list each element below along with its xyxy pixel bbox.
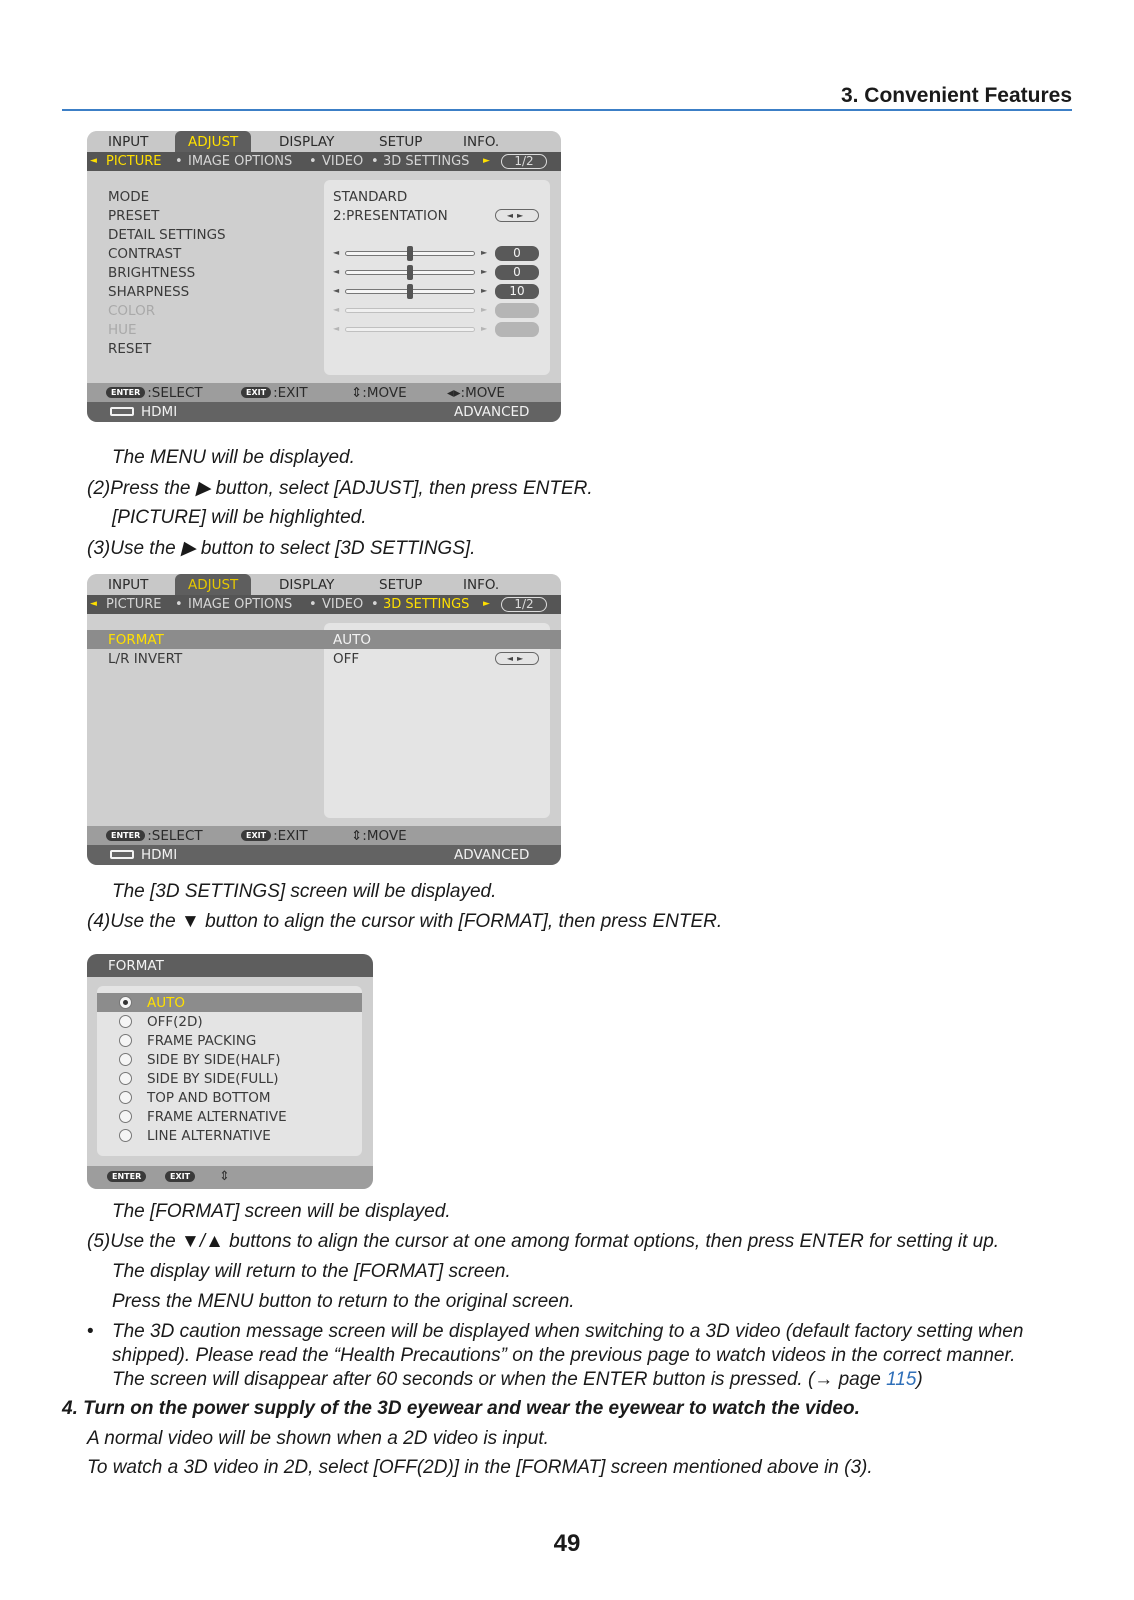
enter-key-hint bbox=[106, 828, 203, 844]
option-side-by-side-full[interactable] bbox=[97, 1069, 362, 1088]
page-link[interactable]: 115 bbox=[886, 1369, 917, 1390]
menu-row-hue bbox=[87, 320, 561, 339]
separator-dot: • bbox=[309, 154, 317, 169]
tab-setup[interactable]: SETUP bbox=[379, 577, 423, 593]
body-text: A normal video will be shown when a 2D video is input. bbox=[87, 1428, 549, 1449]
row-label: FORMAT bbox=[108, 632, 164, 648]
caution-line: shipped). Please read the “Health Precautions” on the previous page to watch videos in the correct manner. bbox=[112, 1345, 1016, 1366]
key-guide bbox=[87, 383, 561, 402]
subtab-3d-settings[interactable]: 3D SETTINGS bbox=[383, 154, 470, 169]
exit-key-icon: EXIT bbox=[241, 387, 271, 398]
status-bar bbox=[87, 845, 561, 865]
move-horizontal-hint: ◂▸:MOVE bbox=[447, 385, 505, 401]
menu-body bbox=[87, 614, 561, 826]
menu-tabs bbox=[87, 574, 561, 595]
caption: The MENU will be displayed. bbox=[112, 447, 355, 468]
row-label: CONTRAST bbox=[108, 246, 182, 262]
menu-row-format[interactable] bbox=[87, 630, 561, 649]
option-label: SIDE BY SIDE(HALF) bbox=[147, 1052, 281, 1068]
slider-knob[interactable] bbox=[407, 284, 413, 299]
row-label: MODE bbox=[108, 189, 150, 205]
caption: [PICTURE] will be highlighted. bbox=[112, 507, 367, 528]
caption: The display will return to the [FORMAT] screen. bbox=[112, 1261, 511, 1282]
menu-body bbox=[87, 171, 561, 383]
left-arrow-icon: ◄ bbox=[90, 156, 97, 166]
move-vertical-hint: ⇕:MOVE bbox=[351, 385, 407, 401]
radio-selected-icon[interactable] bbox=[119, 996, 132, 1009]
row-label: RESET bbox=[108, 341, 152, 357]
sub-tabs bbox=[87, 152, 561, 171]
source-label: HDMI bbox=[141, 847, 178, 863]
caption: The [3D SETTINGS] screen will be displayed. bbox=[112, 881, 497, 902]
row-label: COLOR bbox=[108, 303, 156, 319]
caution-text: The screen will disappear after 60 seconds or when the ENTER button is pressed. (→ page bbox=[112, 1369, 887, 1390]
hdmi-icon bbox=[110, 407, 134, 416]
menu-row-sharpness[interactable] bbox=[87, 282, 561, 301]
separator-dot: • bbox=[371, 154, 379, 169]
subtab-video[interactable]: VIDEO bbox=[322, 597, 364, 612]
hdmi-icon bbox=[110, 850, 134, 859]
page-indicator: 1/2 bbox=[501, 154, 547, 169]
slider-right-icon: ► bbox=[481, 324, 488, 333]
color-slider bbox=[345, 308, 475, 313]
subtab-video[interactable]: VIDEO bbox=[322, 154, 364, 169]
row-value: AUTO bbox=[333, 632, 371, 648]
body-text: To watch a 3D video in 2D, select [OFF(2D)] in the [FORMAT] screen mentioned above in (3). bbox=[87, 1457, 873, 1478]
caption: Press the MENU button to return to the original screen. bbox=[112, 1291, 575, 1312]
step-4-heading: 4. Turn on the power supply of the 3D eyewear and wear the eyewear to watch the video. bbox=[62, 1398, 860, 1419]
menu-row-color bbox=[87, 301, 561, 320]
exit-key-hint bbox=[241, 385, 308, 401]
page-number: 49 bbox=[553, 1530, 581, 1557]
radio-icon[interactable] bbox=[119, 1110, 132, 1123]
menu-row-contrast[interactable] bbox=[87, 244, 561, 263]
format-options bbox=[97, 986, 362, 1156]
menu-row-mode[interactable] bbox=[87, 187, 561, 206]
slider-right-icon: ► bbox=[481, 286, 488, 295]
value-pill bbox=[495, 322, 539, 337]
menu-row-lr-invert[interactable] bbox=[87, 649, 561, 668]
slider-left-icon: ◄ bbox=[333, 267, 340, 276]
row-label: SHARPNESS bbox=[108, 284, 190, 300]
tab-adjust[interactable]: ADJUST bbox=[175, 131, 251, 152]
caption: The [FORMAT] screen will be displayed. bbox=[112, 1201, 451, 1222]
enter-key-icon: ENTER bbox=[107, 1171, 146, 1182]
radio-icon[interactable] bbox=[119, 1053, 132, 1066]
menu-row-brightness[interactable] bbox=[87, 263, 561, 282]
subtab-picture[interactable]: PICTURE bbox=[106, 597, 162, 612]
menu-mode: ADVANCED bbox=[454, 847, 530, 863]
key-guide bbox=[87, 826, 561, 845]
row-value: 2:PRESENTATION bbox=[333, 208, 448, 224]
format-dialog bbox=[87, 954, 373, 1189]
row-label: DETAIL SETTINGS bbox=[108, 227, 226, 243]
caution-line: The 3D caution message screen will be displayed when switching to a 3D video (default factory setting when bbox=[112, 1321, 1024, 1342]
exit-key-hint bbox=[241, 828, 308, 844]
caution-line bbox=[112, 1369, 923, 1391]
slider-right-icon: ► bbox=[481, 305, 488, 314]
separator-dot: • bbox=[175, 597, 183, 612]
tab-display[interactable]: DISPLAY bbox=[279, 134, 335, 150]
slider-left-icon: ◄ bbox=[333, 248, 340, 257]
enter-key-icon: ENTER bbox=[106, 830, 145, 841]
radio-icon[interactable] bbox=[119, 1072, 132, 1085]
menu-mode: ADVANCED bbox=[454, 404, 530, 420]
option-auto[interactable] bbox=[97, 993, 362, 1012]
option-label: FRAME PACKING bbox=[147, 1033, 257, 1049]
option-label: AUTO bbox=[147, 995, 185, 1011]
step-2: (2)Press the ▶ button, select [ADJUST], then press ENTER. bbox=[87, 478, 593, 499]
subtab-image-options[interactable]: IMAGE OPTIONS bbox=[188, 154, 293, 169]
option-line-alternative[interactable] bbox=[97, 1126, 362, 1145]
page-indicator: 1/2 bbox=[501, 597, 547, 612]
subtab-3d-settings[interactable]: 3D SETTINGS bbox=[383, 597, 470, 612]
move-vertical-hint: ⇕:MOVE bbox=[351, 828, 407, 844]
slider-right-icon: ► bbox=[481, 267, 488, 276]
exit-label: :EXIT bbox=[273, 385, 308, 401]
menu-row-preset[interactable] bbox=[87, 206, 561, 225]
slider-left-icon: ◄ bbox=[333, 324, 340, 333]
option-label: TOP AND BOTTOM bbox=[147, 1090, 271, 1106]
adjust-menu-3d-settings bbox=[87, 574, 561, 865]
slider-right-icon: ► bbox=[481, 248, 488, 257]
tab-setup[interactable]: SETUP bbox=[379, 134, 423, 150]
row-label: BRIGHTNESS bbox=[108, 265, 196, 281]
source-label: HDMI bbox=[141, 404, 178, 420]
right-arrow-icon: ► bbox=[483, 156, 490, 166]
caution-close: ) bbox=[916, 1369, 923, 1390]
enter-key-icon: ENTER bbox=[106, 387, 145, 398]
row-label: HUE bbox=[108, 322, 137, 338]
source-indicator bbox=[110, 847, 177, 863]
option-frame-alternative[interactable] bbox=[97, 1107, 362, 1126]
radio-icon[interactable] bbox=[119, 1129, 132, 1142]
exit-key-icon: EXIT bbox=[241, 830, 271, 841]
menu-tabs bbox=[87, 131, 561, 152]
tab-display[interactable]: DISPLAY bbox=[279, 577, 335, 593]
hue-slider bbox=[345, 327, 475, 332]
row-value: OFF bbox=[333, 651, 360, 667]
option-frame-packing[interactable] bbox=[97, 1031, 362, 1050]
exit-key-icon: EXIT bbox=[165, 1171, 195, 1182]
tab-adjust[interactable]: ADJUST bbox=[175, 574, 251, 595]
slider-knob[interactable] bbox=[407, 246, 413, 261]
header-rule bbox=[62, 109, 1072, 111]
subtab-picture[interactable]: PICTURE bbox=[106, 154, 162, 169]
option-off-2d[interactable] bbox=[97, 1012, 362, 1031]
status-bar bbox=[87, 402, 561, 422]
left-arrow-icon: ◄ bbox=[90, 599, 97, 609]
menu-row-detail-settings[interactable] bbox=[87, 225, 561, 244]
tab-info[interactable]: INFO. bbox=[463, 577, 500, 593]
section-title: 3. Convenient Features bbox=[840, 84, 1072, 107]
menu-row-reset[interactable] bbox=[87, 339, 561, 358]
value-pill bbox=[495, 303, 539, 318]
enter-key-hint bbox=[106, 385, 203, 401]
radio-icon[interactable] bbox=[119, 1015, 132, 1028]
row-label: PRESET bbox=[108, 208, 160, 224]
bullet: • bbox=[87, 1321, 94, 1342]
key-guide bbox=[87, 1166, 373, 1189]
step-3: (3)Use the ▶ button to select [3D SETTINGS]. bbox=[87, 538, 476, 559]
slider-knob[interactable] bbox=[407, 265, 413, 280]
option-label: OFF(2D) bbox=[147, 1014, 203, 1030]
left-right-icon[interactable]: ◄► bbox=[495, 209, 539, 222]
radio-icon[interactable] bbox=[119, 1034, 132, 1047]
slider-left-icon: ◄ bbox=[333, 286, 340, 295]
row-label: L/R INVERT bbox=[108, 651, 183, 667]
radio-icon[interactable] bbox=[119, 1091, 132, 1104]
exit-label: :EXIT bbox=[273, 828, 308, 844]
option-label: SIDE BY SIDE(FULL) bbox=[147, 1071, 279, 1087]
source-indicator bbox=[110, 404, 177, 420]
right-arrow-icon: ► bbox=[483, 599, 490, 609]
tab-input[interactable]: INPUT bbox=[108, 577, 149, 593]
tab-input[interactable]: INPUT bbox=[108, 134, 149, 150]
value-pill: 10 bbox=[495, 284, 539, 299]
option-label: FRAME ALTERNATIVE bbox=[147, 1109, 287, 1125]
step-4: (4)Use the ▼ button to align the cursor with [FORMAT], then press ENTER. bbox=[87, 911, 723, 932]
step-5: (5)Use the ▼/▲ buttons to align the cursor at one among format options, then press ENTER for setting it up. bbox=[87, 1231, 1000, 1252]
separator-dot: • bbox=[175, 154, 183, 169]
separator-dot: • bbox=[309, 597, 317, 612]
sub-tabs bbox=[87, 595, 561, 614]
row-value: STANDARD bbox=[333, 189, 408, 205]
option-side-by-side-half[interactable] bbox=[97, 1050, 362, 1069]
tab-info[interactable]: INFO. bbox=[463, 134, 500, 150]
select-label: :SELECT bbox=[147, 828, 203, 844]
separator-dot: • bbox=[371, 597, 379, 612]
dialog-title: FORMAT bbox=[87, 954, 373, 977]
left-right-icon[interactable]: ◄► bbox=[495, 652, 539, 665]
slider-left-icon: ◄ bbox=[333, 305, 340, 314]
value-pill: 0 bbox=[495, 265, 539, 280]
move-icon: ⇕ bbox=[219, 1169, 230, 1184]
select-label: :SELECT bbox=[147, 385, 203, 401]
subtab-image-options[interactable]: IMAGE OPTIONS bbox=[188, 597, 293, 612]
option-label: LINE ALTERNATIVE bbox=[147, 1128, 271, 1144]
value-pill: 0 bbox=[495, 246, 539, 261]
adjust-menu-picture bbox=[87, 131, 561, 422]
option-top-and-bottom[interactable] bbox=[97, 1088, 362, 1107]
